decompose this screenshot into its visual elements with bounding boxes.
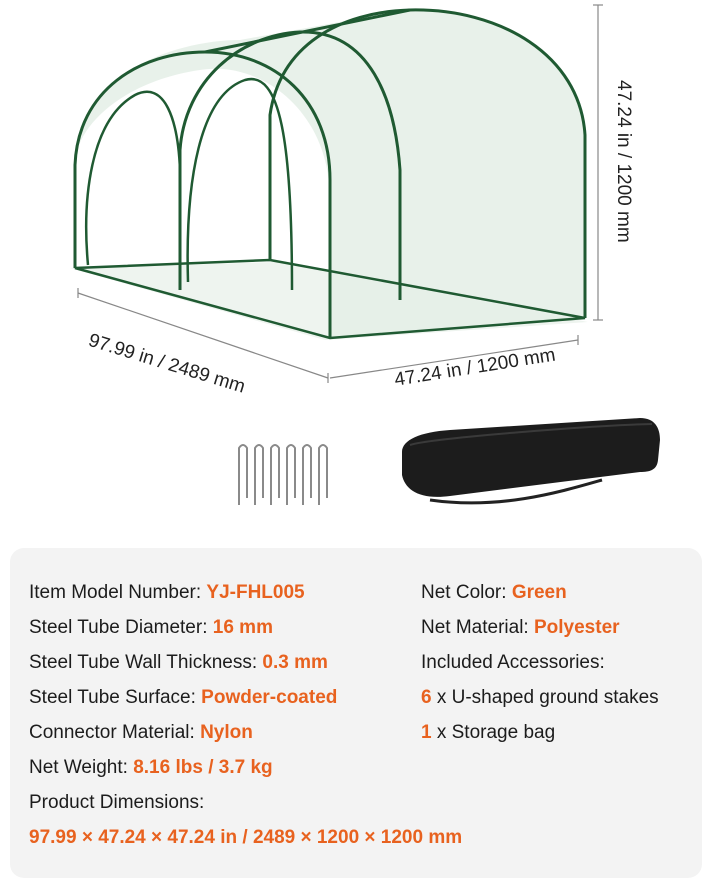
width-dimension-label: 47.24 in / 1200 mm [393, 344, 557, 391]
spec-net-material-value: Polyester [533, 617, 620, 638]
accessory-stakes-text: x U-shaped ground stakes [431, 687, 659, 708]
spec-surface [29, 686, 337, 710]
spec-wall-thickness [29, 651, 328, 675]
length-dimension-label: 97.99 in / 2489 mm [85, 330, 248, 398]
spec-wall-thickness-value: 0.3 mm [262, 652, 328, 673]
spec-net-color-label: Net Color: [421, 582, 512, 603]
spec-connector-value: Nylon [200, 722, 253, 743]
spec-card [10, 548, 702, 878]
spec-net-material [421, 616, 620, 640]
accessory-bag-count: 1 [421, 722, 432, 743]
spec-tube-diameter [29, 616, 273, 640]
spec-accessories-label: Included Accessories: [421, 652, 605, 673]
spec-model-label: Item Model Number: [29, 582, 207, 603]
spec-model-value: YJ-FHL005 [206, 582, 305, 603]
spec-net-color-value: Green [511, 582, 567, 603]
spec-weight [29, 756, 273, 780]
storage-bag-icon [402, 418, 660, 503]
spec-model [29, 581, 305, 605]
spec-surface-value: Powder-coated [201, 687, 338, 708]
spec-wall-thickness-label: Steel Tube Wall Thickness: [29, 652, 263, 673]
spec-net-color [421, 581, 567, 605]
accessory-bag-text: x Storage bag [431, 722, 556, 743]
accessory-item-stakes [421, 686, 659, 710]
spec-tube-diameter-value: 16 mm [212, 617, 273, 638]
spec-tube-diameter-label: Steel Tube Diameter: [29, 617, 213, 638]
spec-net-material-label: Net Material: [421, 617, 534, 638]
ground-stakes-icon [239, 445, 327, 505]
spec-connector-label: Connector Material: [29, 722, 201, 743]
height-dimension-label: 47.24 in / 1200 mm [613, 80, 634, 243]
spec-weight-value: 8.16 lbs / 3.7 kg [133, 757, 273, 778]
spec-weight-label: Net Weight: [29, 757, 134, 778]
spec-connector [29, 721, 253, 745]
spec-surface-label: Steel Tube Surface: [29, 687, 202, 708]
spec-product-dimensions-label: Product Dimensions: [29, 792, 205, 813]
accessory-item-bag [421, 721, 555, 745]
spec-product-dimensions-value: 97.99 × 47.24 × 47.24 in / 2489 × 1200 × 1200 mm [29, 827, 463, 848]
accessory-stakes-count: 6 [421, 687, 432, 708]
